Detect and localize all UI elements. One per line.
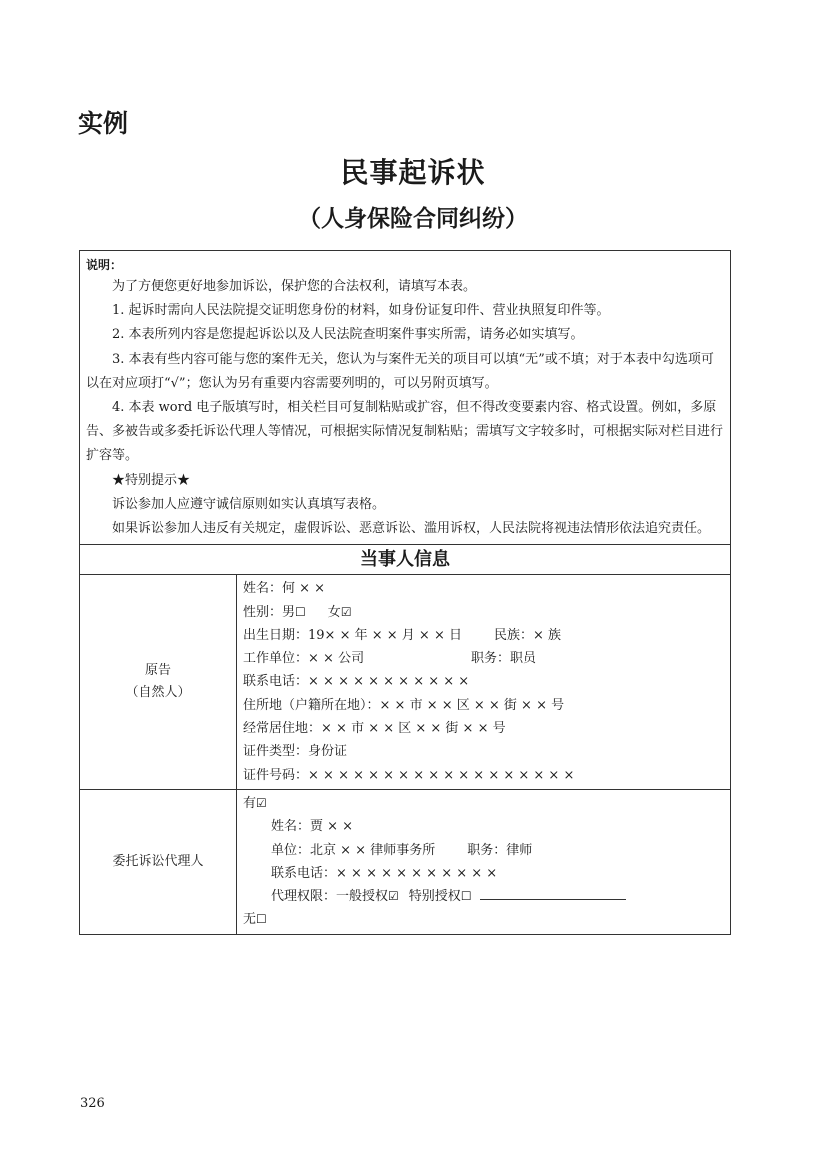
general-authority-checkbox[interactable]: ☑ <box>388 889 399 904</box>
field-value: 北京 × × 律师事务所 <box>310 842 436 858</box>
male-option-label: 男 <box>282 604 296 620</box>
instruction-paragraph: 2. 本表所列内容是您提起诉讼以及人民法院查明案件事实所需，请务必如实填写。 <box>112 327 584 343</box>
field-value: 职员 <box>510 651 537 667</box>
instructions-label: 说明： <box>86 258 123 272</box>
agent-fields-cell <box>237 789 731 934</box>
field-label: 住所地（户籍所在地）： <box>243 697 380 713</box>
field-value: 律师 <box>506 842 533 858</box>
special-authority-checkbox[interactable]: ☐ <box>460 889 472 904</box>
instruction-paragraph: 诉讼参加人应遵守诚信原则如实认真填写表格。 <box>112 496 386 512</box>
field-label: 姓名： <box>271 819 311 835</box>
field-label: 代理权限： <box>271 889 337 905</box>
agent-present-checkbox[interactable]: ☑ <box>256 795 267 810</box>
agent-none-option <box>243 908 724 931</box>
agent-authority-field <box>243 885 724 908</box>
male-checkbox[interactable]: ☐ <box>295 604 306 619</box>
field-label: 证件类型： <box>243 744 309 760</box>
field-value: × × 市 × × 区 × × 街 × × 号 <box>379 697 565 713</box>
field-value: 身份证 <box>308 744 348 760</box>
instruction-paragraph: 3. 本表有些内容可能与您的案件无关，您认为与案件无关的项目可以填“无”或不填；对于本表中勾选项可以在对应项打“√”；您认为另有重要内容需要列明的，可以另附页填写。 <box>86 351 714 391</box>
field-label: 职务： <box>471 651 511 667</box>
instruction-paragraph: 1. 起诉时需向人民法院提交证明您身份的材料，如身份证复印件、营业执照复印件等。 <box>112 303 610 319</box>
field-label: 姓名： <box>243 581 283 597</box>
female-option-label: 女 <box>327 604 341 620</box>
plaintiff-id-type-field[interactable] <box>243 740 724 763</box>
field-label: 联系电话： <box>271 865 337 881</box>
plaintiff-birth-field[interactable] <box>243 624 724 647</box>
instruction-paragraph: 为了方便您更好地参加诉讼，保护您的合法权利，请填写本表。 <box>112 279 477 294</box>
instruction-paragraph: 如果诉讼参加人违反有关规定，虚假诉讼、恶意诉讼、滥用诉权，人民法院将视违法情形依法追究责任。 <box>112 521 711 537</box>
plaintiff-domicile-field[interactable] <box>243 694 724 717</box>
instruction-paragraph: 4. 本表 word 电子版填写时，相关栏目可复制粘贴或扩容，但不得改变要素内容、格式设置。例如，多原告、多被告或多委托诉讼代理人等情况，可根据实际情况复制粘贴；需填写文字较多时，可根据实际对栏目进行扩容等。 <box>86 400 724 464</box>
field-label: 联系电话： <box>243 674 309 690</box>
agent-phone-field[interactable] <box>243 862 724 885</box>
field-label: 经常居住地： <box>243 721 322 737</box>
special-authority-blank[interactable] <box>480 887 626 900</box>
agent-label: 委托诉讼代理人 <box>112 853 204 869</box>
none-option-label: 无 <box>243 912 257 928</box>
plaintiff-label: 原告 <box>144 663 171 679</box>
field-label: 证件号码： <box>243 767 309 783</box>
plaintiff-label-cell <box>80 575 237 790</box>
plaintiff-type-label: （自然人） <box>125 685 191 701</box>
party-info-header: 当事人信息 <box>80 545 731 575</box>
field-label: 单位： <box>271 842 311 858</box>
plaintiff-residence-field[interactable] <box>243 717 724 740</box>
female-checkbox[interactable]: ☑ <box>340 604 352 619</box>
special-authority-label: 特别授权 <box>408 889 461 905</box>
field-label: 出生日期： <box>243 627 309 643</box>
field-label: 工作单位： <box>243 651 309 667</box>
field-value: × × 市 × × 区 × × 街 × × 号 <box>321 721 506 737</box>
present-option-label: 有 <box>243 795 257 811</box>
page-number: 326 <box>80 1096 105 1111</box>
field-value: × × 公司 <box>308 651 365 667</box>
field-value: 何 × × <box>282 581 326 597</box>
document-title: 民事起诉状 <box>340 156 486 189</box>
field-label: 性别： <box>243 604 283 620</box>
field-value: × × × × × × × × × × × × × × × × × × <box>308 767 575 783</box>
agent-name-field[interactable] <box>243 815 724 838</box>
agent-none-checkbox[interactable]: ☐ <box>256 912 267 927</box>
field-label: 职务： <box>467 842 507 858</box>
field-value: 19× × 年 × × 月 × × 日 <box>308 627 462 643</box>
special-notice-heading: ★特别提示★ <box>112 472 191 488</box>
plaintiff-phone-field[interactable] <box>243 670 724 693</box>
plaintiff-gender-field <box>243 601 724 624</box>
plaintiff-id-number-field[interactable] <box>243 764 724 787</box>
agent-unit-field[interactable] <box>243 839 724 862</box>
plaintiff-fields-cell <box>237 575 731 790</box>
plaintiff-name-field[interactable] <box>243 577 724 600</box>
field-value: 贾 × × <box>310 819 354 835</box>
field-value: × × × × × × × × × × × <box>336 865 498 881</box>
agent-label-cell <box>80 789 237 934</box>
field-value: × × × × × × × × × × × <box>308 674 470 690</box>
plaintiff-employer-field[interactable] <box>243 647 724 670</box>
instructions-cell <box>80 251 731 545</box>
complaint-form-table <box>79 250 731 935</box>
field-value: × 族 <box>533 627 562 643</box>
field-label: 民族： <box>493 627 533 643</box>
general-authority-label: 一般授权 <box>336 889 389 905</box>
section-heading: 实例 <box>78 109 129 138</box>
agent-present-option <box>243 792 724 815</box>
document-subtitle: （人身保险合同纠纷） <box>298 206 528 232</box>
